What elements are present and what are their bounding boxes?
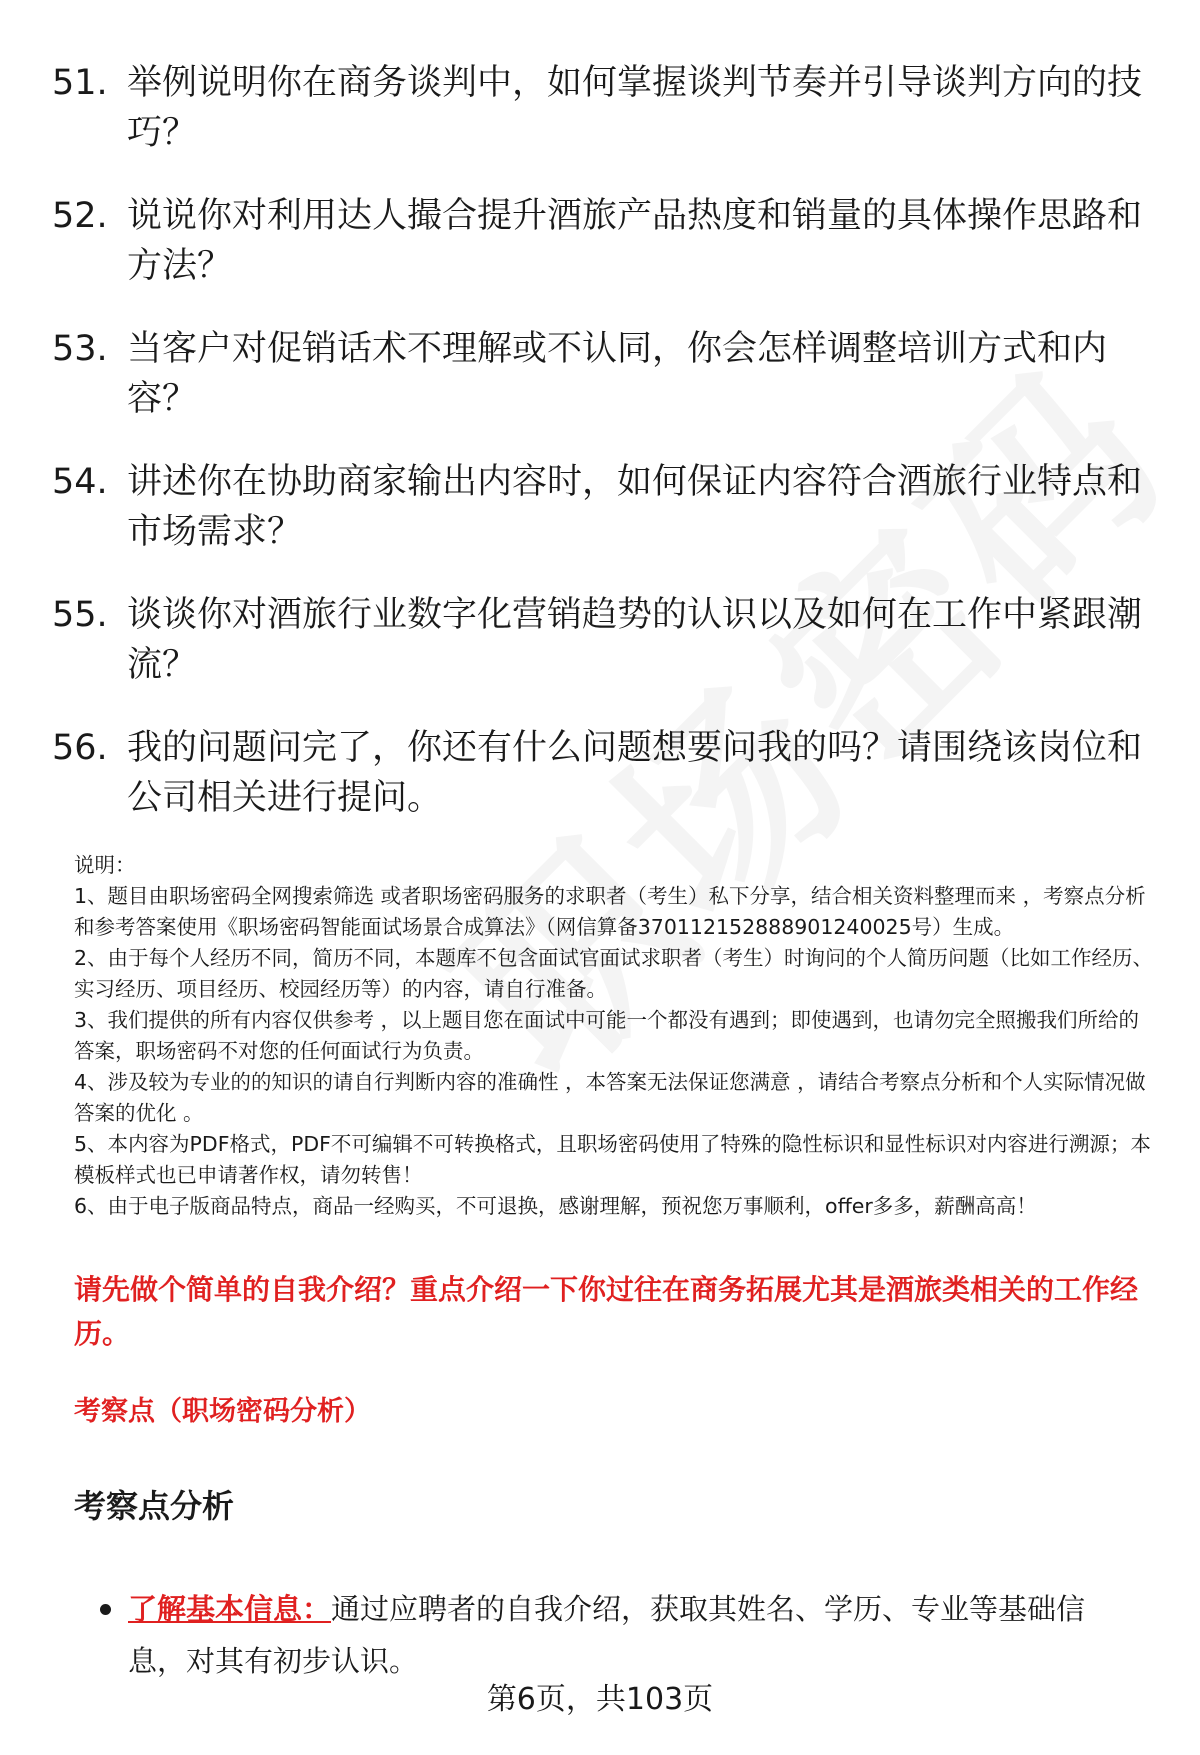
question-number: 56.	[52, 728, 108, 768]
page-footer: 第6页，共103页	[486, 1682, 714, 1717]
question-text: 说说你对利用达人撮合提升酒旅产品热度和销量的具体操作思路和方法？	[127, 196, 1143, 286]
question-number: 52.	[52, 196, 108, 236]
question-text: 举例说明你在商务谈判中，如何掌握谈判节奏并引导谈判方向的技巧？	[127, 63, 1143, 153]
highlight-question: 请先做个简单的自我介绍？重点介绍一下你过往在商务拓展尤其是酒旅类相关的工作经历。	[74, 1273, 1139, 1350]
note-item: 6、由于电子版商品特点，商品一经购买，不可退换，感谢理解，预祝您万事顺利，offer多多，薪酬高高！	[74, 1194, 1037, 1218]
question-item	[52, 590, 1142, 690]
question-text: 谈谈你对酒旅行业数字化营销趋势的认识以及如何在工作中紧跟潮流？	[127, 595, 1143, 685]
question-number: 54.	[52, 462, 108, 502]
bullet-item	[100, 1583, 1120, 1687]
notes-title: 说明：	[74, 853, 136, 877]
question-text: 当客户对促销话术不理解或不认同，你会怎样调整培训方式和内容？	[127, 329, 1108, 419]
note-item: 5、本内容为PDF格式，PDF不可编辑不可转换格式，且职场密码使用了特殊的隐性标识和显性标识对内容进行溯源；本模板样式也已申请著作权，请勿转售！	[74, 1132, 1151, 1187]
question-text: 我的问题问完了，你还有什么问题想要问我的吗？请围绕该岗位和公司相关进行提问。	[127, 728, 1143, 818]
question-item	[52, 457, 1142, 557]
section-title: 考察点分析	[74, 1487, 235, 1525]
note-item: 2、由于每个人经历不同，简历不同，本题库不包含面试官面试求职者（考生）时询问的个人简历问题（比如工作经历、实习经历、项目经历、校园经历等）的内容，请自行准备。	[74, 946, 1154, 1001]
analysis-label: 考察点（职场密码分析）	[74, 1396, 371, 1427]
question-text: 讲述你在协助商家输出内容时，如何保证内容符合酒旅行业特点和市场需求？	[127, 462, 1143, 552]
question-number: 51.	[52, 63, 108, 103]
bullet-text: 通过应聘者的自我介绍，获取其姓名、学历、专业等基础信息，对其有初步认识。	[128, 1592, 1086, 1678]
question-item	[52, 58, 1142, 158]
question-list	[52, 58, 1142, 856]
note-item: 4、涉及较为专业的的知识的请自行判断内容的准确性 ，本答案无法保证您满意 ，请结合考察点分析和个人实际情况做答案的优化 。	[74, 1070, 1146, 1125]
notes-section	[74, 850, 1154, 1222]
question-item	[52, 324, 1142, 424]
question-number: 55.	[52, 595, 108, 635]
bullet-dot-icon	[100, 1604, 111, 1615]
question-number: 53.	[52, 329, 108, 369]
question-item	[52, 191, 1142, 291]
note-item: 1、题目由职场密码全网搜索筛选 或者职场密码服务的求职者（考生）私下分享，结合相关资料整理而来 ，考察点分析和参考答案使用《职场密码智能面试场景合成算法》（网信算备370112152888901240025号）生成。	[74, 884, 1146, 939]
note-item: 3、我们提供的所有内容仅供参考 ，以上题目您在面试中可能一个都没有遇到；即使遇到，也请勿完全照搬我们所给的答案，职场密码不对您的任何面试行为负责。	[74, 1008, 1140, 1063]
bullet-label: 了解基本信息：	[128, 1592, 332, 1626]
question-item	[52, 723, 1142, 823]
